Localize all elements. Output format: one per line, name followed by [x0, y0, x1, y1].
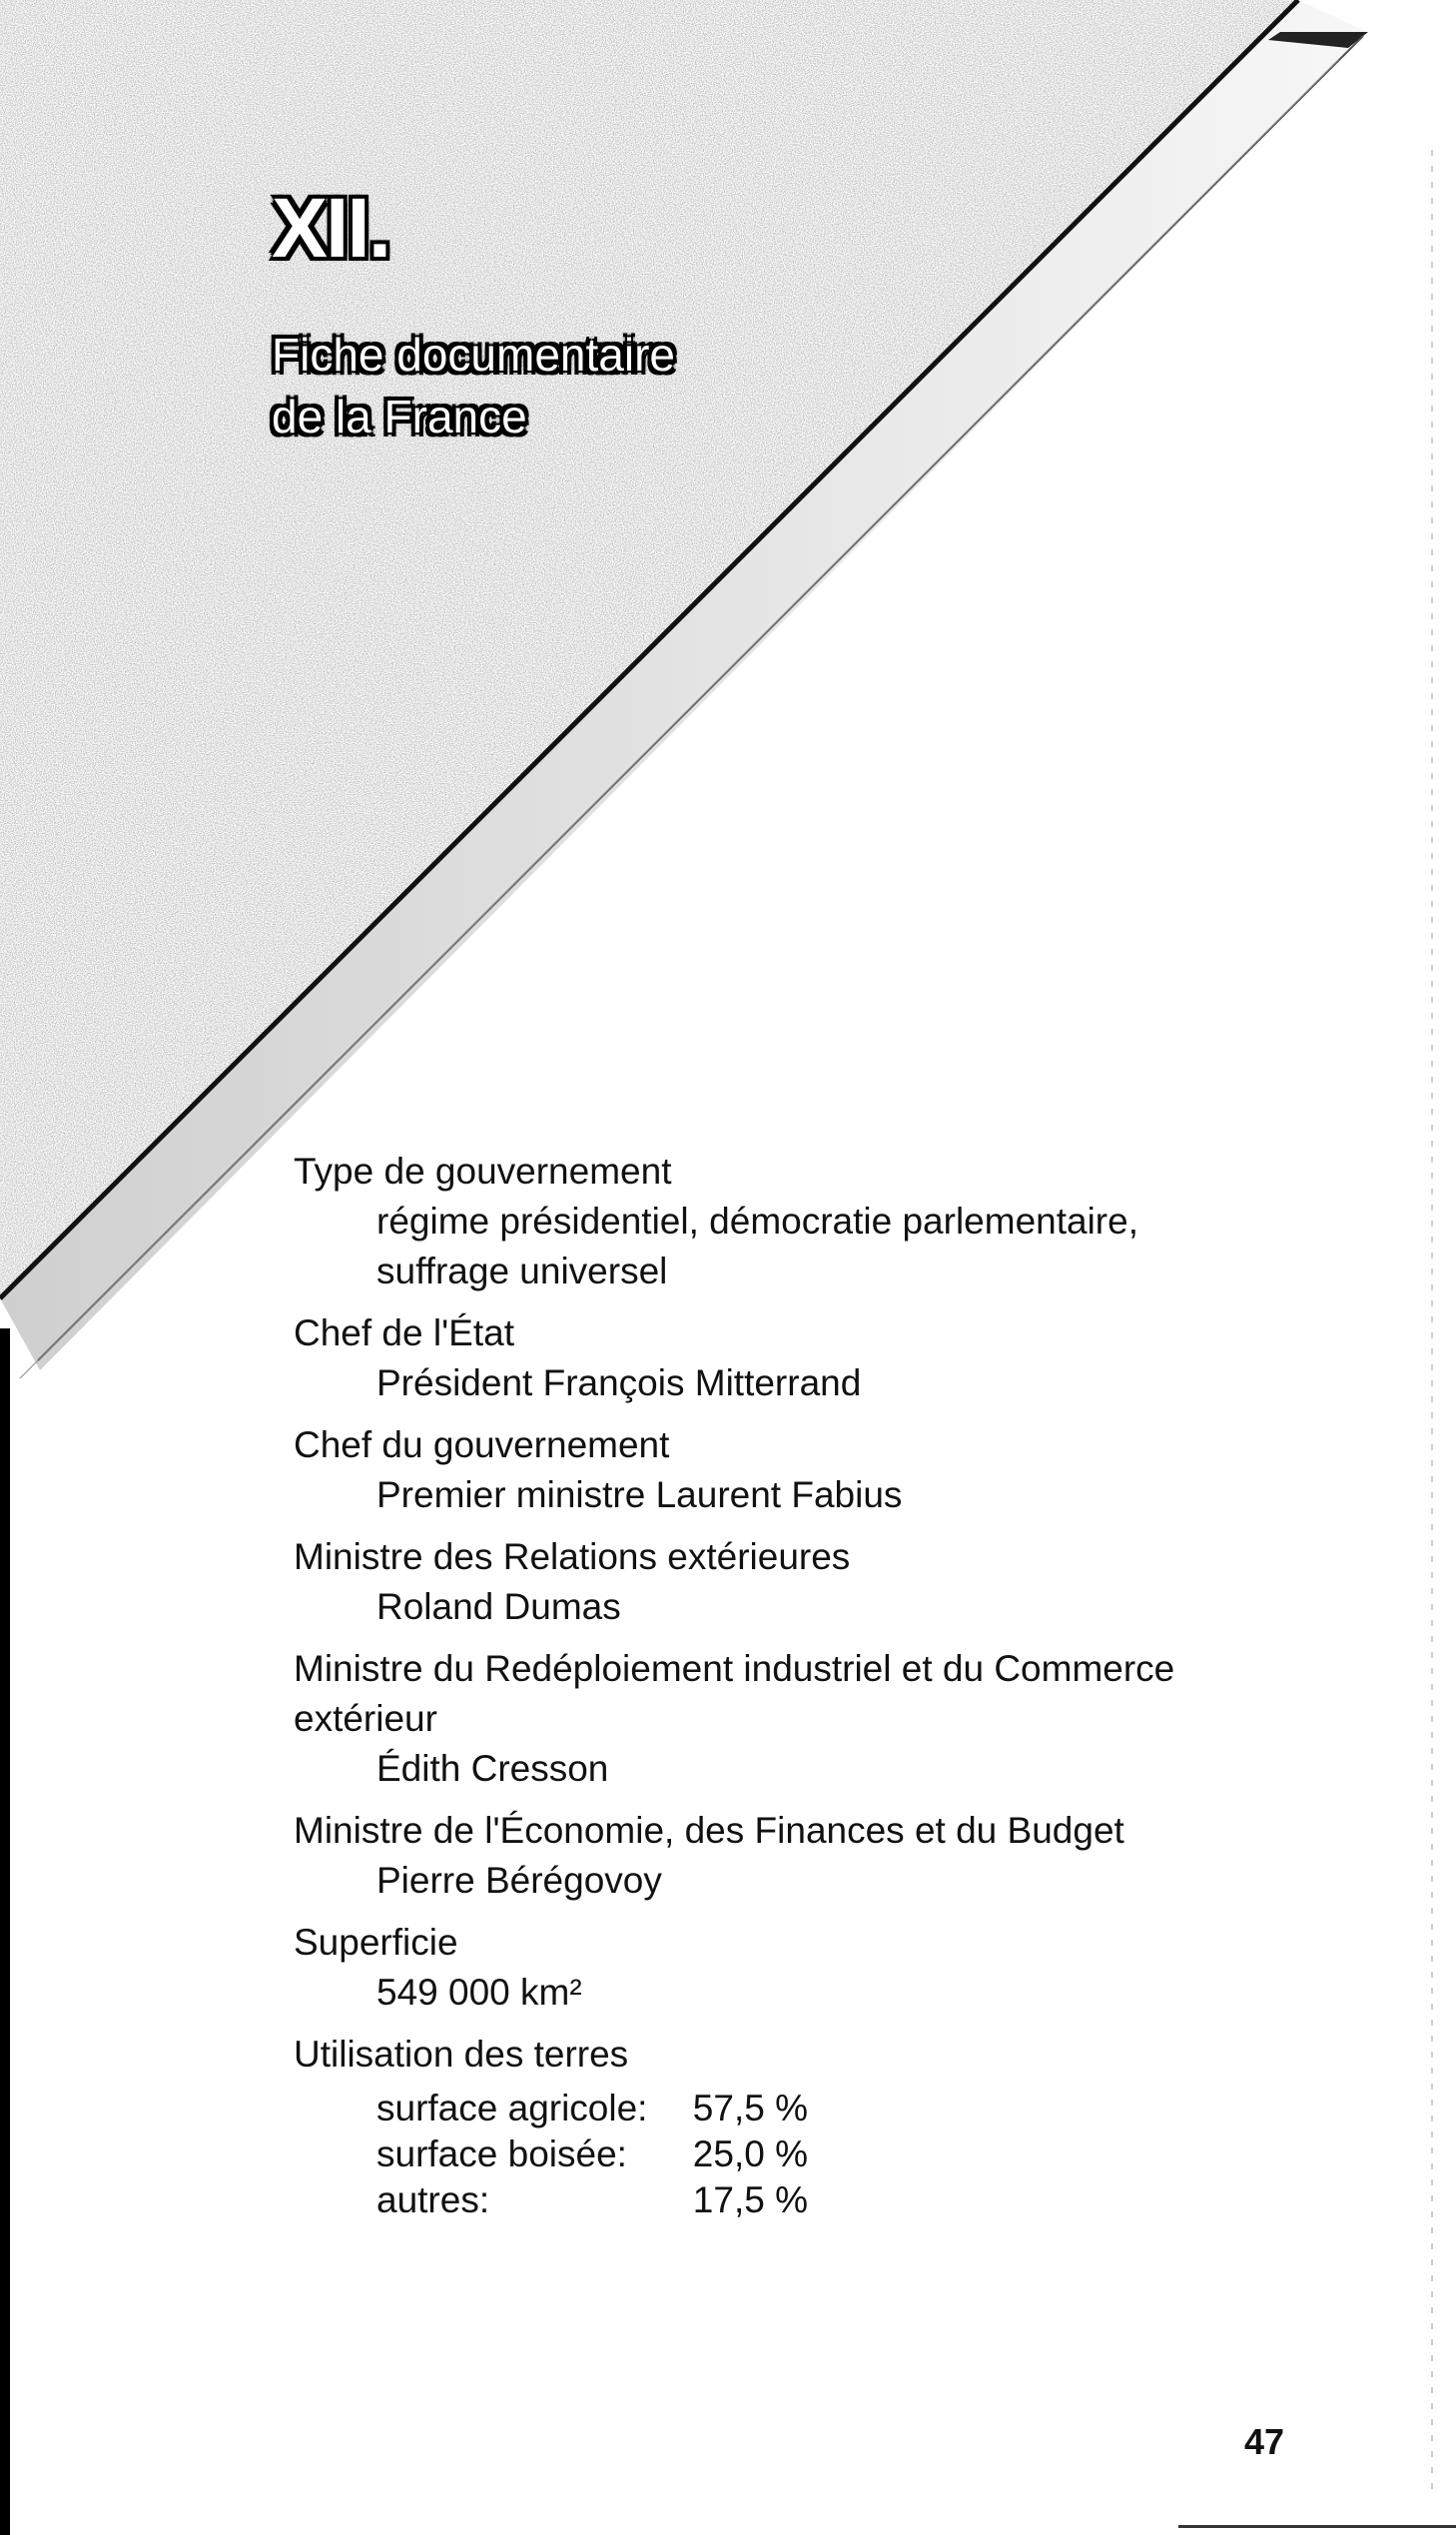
entry-head-of-government — [294, 1420, 1292, 1520]
entry-area — [294, 1918, 1292, 2018]
land-use-name: autres: — [376, 2179, 490, 2220]
left-black-rule — [0, 1328, 10, 2535]
entry-economy-minister — [294, 1806, 1292, 1906]
entry-value: Premier ministre Laurent Fabius — [376, 1474, 903, 1515]
entry-industry-trade-minister — [294, 1644, 1292, 1794]
entry-label: Ministre du Redéploiement industriel et du Commerce — [294, 1648, 1175, 1689]
chapter-title-line-2: de la France — [272, 391, 527, 442]
entry-label: Chef de l'État — [294, 1312, 514, 1353]
fact-sheet — [294, 1147, 1292, 2235]
entry-label: Utilisation des terres — [294, 2034, 629, 2075]
chapter-title-line-1: Fiche documentaire — [272, 329, 675, 381]
land-use-row — [376, 2177, 1292, 2223]
bottom-rule — [1178, 2525, 1456, 2528]
land-use-value: 17,5 % — [692, 2179, 808, 2220]
land-use-value: 57,5 % — [692, 2088, 808, 2128]
land-use-name: surface boisée: — [376, 2133, 627, 2174]
entry-label-continued: extérieur — [294, 1698, 437, 1739]
entry-label: Chef du gouvernement — [294, 1424, 670, 1465]
land-use-row — [376, 2131, 1292, 2177]
entry-value: Pierre Bérégovoy — [376, 1860, 662, 1901]
entry-label: Type de gouvernement — [294, 1151, 672, 1192]
page-number: 47 — [1244, 2421, 1285, 2462]
land-use-name: surface agricole: — [376, 2088, 648, 2128]
chapter-numeral: XII. — [272, 181, 390, 275]
entry-land-use — [294, 2030, 1292, 2223]
entry-value: Président François Mitterrand — [376, 1362, 862, 1403]
land-use-value: 25,0 % — [692, 2133, 808, 2174]
entry-value: régime présidentiel, démocratie parlementaire, — [376, 1201, 1138, 1242]
entry-head-of-state — [294, 1308, 1292, 1408]
land-use-table — [376, 2086, 1292, 2223]
entry-label: Superficie — [294, 1922, 458, 1963]
entry-label: Ministre des Relations extérieures — [294, 1536, 851, 1577]
entry-value: Roland Dumas — [376, 1586, 621, 1627]
entry-foreign-affairs-minister — [294, 1532, 1292, 1632]
entry-government-type — [294, 1147, 1292, 1296]
entry-value: 549 000 km² — [376, 1972, 582, 2013]
entry-value: Édith Cresson — [376, 1748, 609, 1789]
entry-value: suffrage universel — [376, 1251, 668, 1291]
entry-label: Ministre de l'Économie, des Finances et du Budget — [294, 1810, 1124, 1851]
land-use-row — [376, 2086, 1292, 2131]
